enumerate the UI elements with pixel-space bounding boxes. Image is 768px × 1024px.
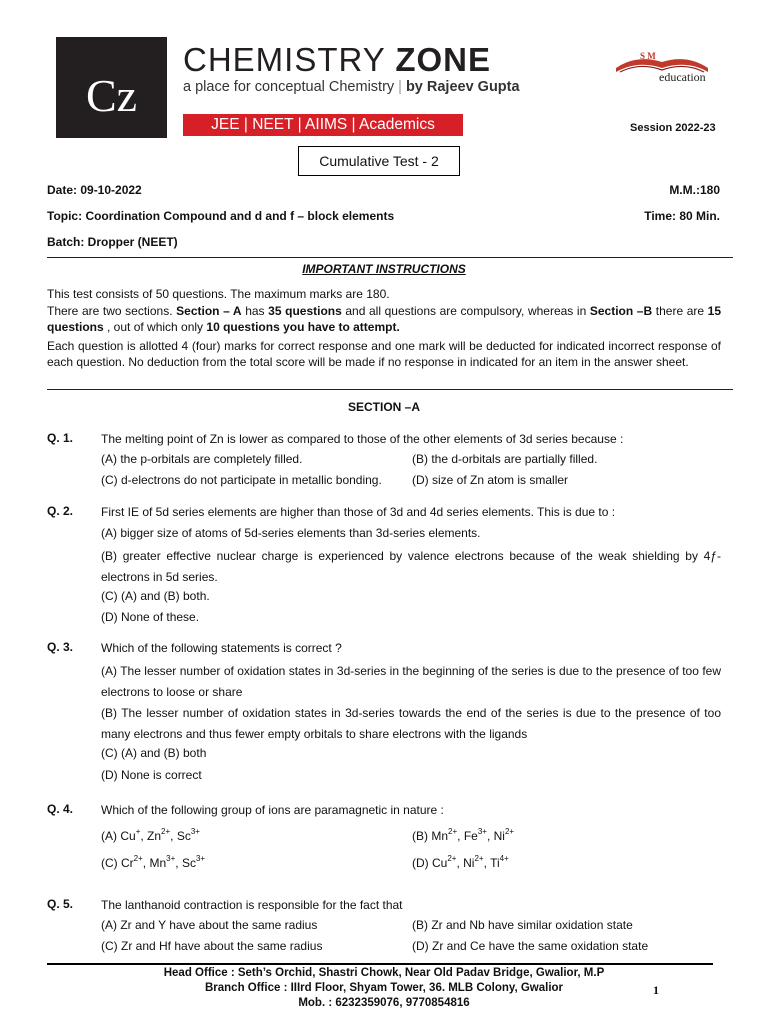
tagline-main: a place for conceptual Chemistry bbox=[183, 79, 395, 95]
option-label: (A) bbox=[101, 829, 121, 843]
instr-text: , out of which only bbox=[103, 320, 207, 334]
brand-bold: ZONE bbox=[395, 41, 491, 78]
ion: $Cr^{2+}$ bbox=[121, 854, 143, 870]
instruction-line-1: This test consists of 50 questions. The maximum marks are 180. bbox=[47, 287, 390, 301]
option-a: (A) Cu+, $Zn^{2+}$, $Sc^{3+}$ bbox=[101, 827, 200, 843]
page-number: 1 bbox=[653, 983, 659, 997]
instr-bold: 10 questions you have to attempt. bbox=[206, 320, 400, 334]
option-b: (B) $Mn^{2+}$, $Fe^{3+}$, $Ni^{2+}$ bbox=[412, 827, 515, 843]
max-marks: M.M.:180 bbox=[669, 183, 720, 197]
brand-title bbox=[183, 41, 491, 79]
session: Session 2022-23 bbox=[630, 122, 716, 134]
option-d: (D) None is correct bbox=[101, 768, 202, 782]
question-text: Which of the following statements is correct ? bbox=[101, 641, 342, 655]
instr-bold: 35 questions bbox=[268, 304, 342, 318]
ion: $Ni^{2+}$ bbox=[493, 827, 515, 843]
ion: $Sc^{3+}$ bbox=[181, 854, 206, 870]
ion-charge: 2+ bbox=[447, 854, 457, 863]
instr-bold: Section –B bbox=[589, 304, 653, 318]
option-d: (D) size of Zn atom is smaller bbox=[412, 473, 569, 487]
ion: $Ti^{4+}$ bbox=[490, 854, 509, 870]
instr-bold: Section – A bbox=[176, 304, 242, 318]
ion-charge: 2+ bbox=[504, 827, 515, 836]
option-b: (B) The lesser number of oxidation states in 3d-series towards the end of the series is due to the presence of too many electrons and thus fewer empty orbitals to share electrons with the ligands bbox=[101, 706, 721, 741]
branch-office-address: Branch Office : IIIrd Floor, Shyam Tower, 36. MLB Colony, Gwalior bbox=[204, 982, 564, 994]
ion-charge: 3+ bbox=[477, 827, 487, 836]
ion-charge: 3+ bbox=[166, 854, 176, 863]
test-topic: Topic: Coordination Compound and d and f – block elements bbox=[47, 209, 395, 223]
option-c: (C) d-electrons do not participate in metallic bonding. bbox=[101, 473, 382, 487]
ion: $Sc^{3+}$ bbox=[176, 827, 200, 843]
option-c: (C) (A) and (B) both. bbox=[101, 589, 210, 603]
option-a: (A) Zr and Y have about the same radius bbox=[101, 918, 318, 932]
instr-text: has bbox=[241, 304, 269, 318]
question-number: Q. 1. bbox=[47, 431, 74, 445]
ion-charge: 2+ bbox=[448, 827, 458, 836]
ion: $Mn^{3+}$ bbox=[149, 854, 176, 870]
instr-text: there are bbox=[652, 304, 708, 318]
ion-charge: 2+ bbox=[133, 854, 143, 863]
exam-bar: JEE | NEET | AIIMS | Academics bbox=[183, 114, 463, 136]
ion: $Mn^{2+}$ bbox=[431, 827, 458, 843]
option-c: (C) (A) and (B) both bbox=[101, 746, 207, 760]
instr-text: and all questions are compulsory, whereas in bbox=[341, 304, 590, 318]
option-label: (B) bbox=[412, 829, 432, 843]
ion-charge: 3+ bbox=[190, 827, 200, 836]
option-c: (C) Zr and Hf have about the same radius bbox=[101, 939, 323, 953]
question-number: Q. 5. bbox=[47, 897, 74, 911]
chemistry-zone-logo bbox=[56, 37, 167, 138]
brand-main: CHEMISTRY bbox=[183, 41, 386, 78]
question-number: Q. 4. bbox=[47, 802, 74, 816]
question-text: The melting point of Zn is lower as compared to those of the other elements of 3d series because : bbox=[101, 432, 624, 446]
head-office-address: Head Office : Seth’s Orchid, Shastri Chowk, Near Old Padav Bridge, Gwalior, M.P bbox=[163, 967, 605, 979]
divider bbox=[47, 389, 733, 390]
instr-bold: 15 questions bbox=[47, 304, 722, 334]
instruction-paragraph-2 bbox=[47, 303, 721, 335]
test-date: Date: 09-10-2022 bbox=[47, 183, 142, 197]
option-d: (D) Zr and Ce have the same oxidation state bbox=[412, 939, 649, 953]
ion: $Fe^{3+}$ bbox=[463, 827, 487, 843]
instr-text: There are two sections. bbox=[47, 304, 177, 318]
partner-name: education bbox=[659, 70, 706, 84]
question-text: The lanthanoid contraction is responsible for the fact that bbox=[101, 898, 403, 912]
option-b: (B) the d-orbitals are partially filled. bbox=[412, 452, 598, 466]
logo-text: Cz bbox=[85, 70, 138, 121]
option-b: (B) Zr and Nb have similar oxidation state bbox=[412, 918, 633, 932]
option-c: (C) $Cr^{2+}$, $Mn^{3+}$, $Sc^{3+}$ bbox=[101, 854, 206, 870]
option-label: (C) bbox=[101, 856, 121, 870]
ion: $Zn^{2+}$ bbox=[147, 827, 171, 843]
option-b: (B) greater effective nuclear charge is experienced by valence electrons because of the weak shielding by 4ƒ-electrons in 5d series. bbox=[101, 549, 721, 584]
tagline-author: by Rajeev Gupta bbox=[405, 79, 520, 95]
question-number: Q. 2. bbox=[47, 504, 74, 518]
footer-divider bbox=[47, 963, 713, 965]
section-title: SECTION –A bbox=[347, 400, 420, 414]
mobile-numbers: Mob. : 6232359076, 9770854816 bbox=[298, 997, 470, 1009]
ion-charge: 2+ bbox=[474, 854, 484, 863]
option-d: (D) None of these. bbox=[101, 610, 200, 624]
ion: Cu+ bbox=[120, 827, 141, 843]
tagline bbox=[183, 79, 520, 95]
option-label: (D) bbox=[412, 856, 432, 870]
ion-charge: + bbox=[135, 827, 141, 836]
option-d: (D) $Cu^{2+}$, $Ni^{2+}$, $Ti^{4+}$ bbox=[412, 854, 509, 870]
option-a: (A) bigger size of atoms of 5d-series elements than 3d-series elements. bbox=[101, 526, 481, 540]
tagline-separator: | bbox=[398, 79, 402, 95]
sm-logo-text: S M bbox=[640, 51, 656, 61]
test-batch: Batch: Dropper (NEET) bbox=[47, 235, 178, 249]
ion-charge: 2+ bbox=[161, 827, 171, 836]
test-title: Cumulative Test - 2 bbox=[298, 146, 460, 176]
question-text: First IE of 5d series elements are higher than those of 3d and 4d series elements. This is due to : bbox=[101, 505, 616, 519]
question-number: Q. 3. bbox=[47, 640, 74, 654]
option-a: (A) The lesser number of oxidation states in 3d-series in the beginning of the series is due to the presence of too few electrons to loose or share bbox=[101, 664, 721, 699]
question-text: Which of the following group of ions are paramagnetic in nature : bbox=[101, 803, 444, 817]
test-time: Time: 80 Min. bbox=[644, 209, 720, 223]
ion: $Cu^{2+}$ bbox=[432, 854, 457, 870]
ion-charge: 3+ bbox=[195, 854, 206, 863]
ion: $Ni^{2+}$ bbox=[463, 854, 484, 870]
option-a: (A) the p-orbitals are completely filled. bbox=[101, 452, 303, 466]
ion-charge: 4+ bbox=[499, 854, 509, 863]
instruction-paragraph-3: Each question is allotted 4 (four) marks for correct response and one mark will be deducted for indicated incorrect response of each question. No deduction from the total score will be made if no response in indicated for an item in the answer sheet. bbox=[47, 339, 721, 369]
instructions-heading: IMPORTANT INSTRUCTIONS bbox=[302, 262, 466, 276]
divider bbox=[47, 257, 733, 258]
